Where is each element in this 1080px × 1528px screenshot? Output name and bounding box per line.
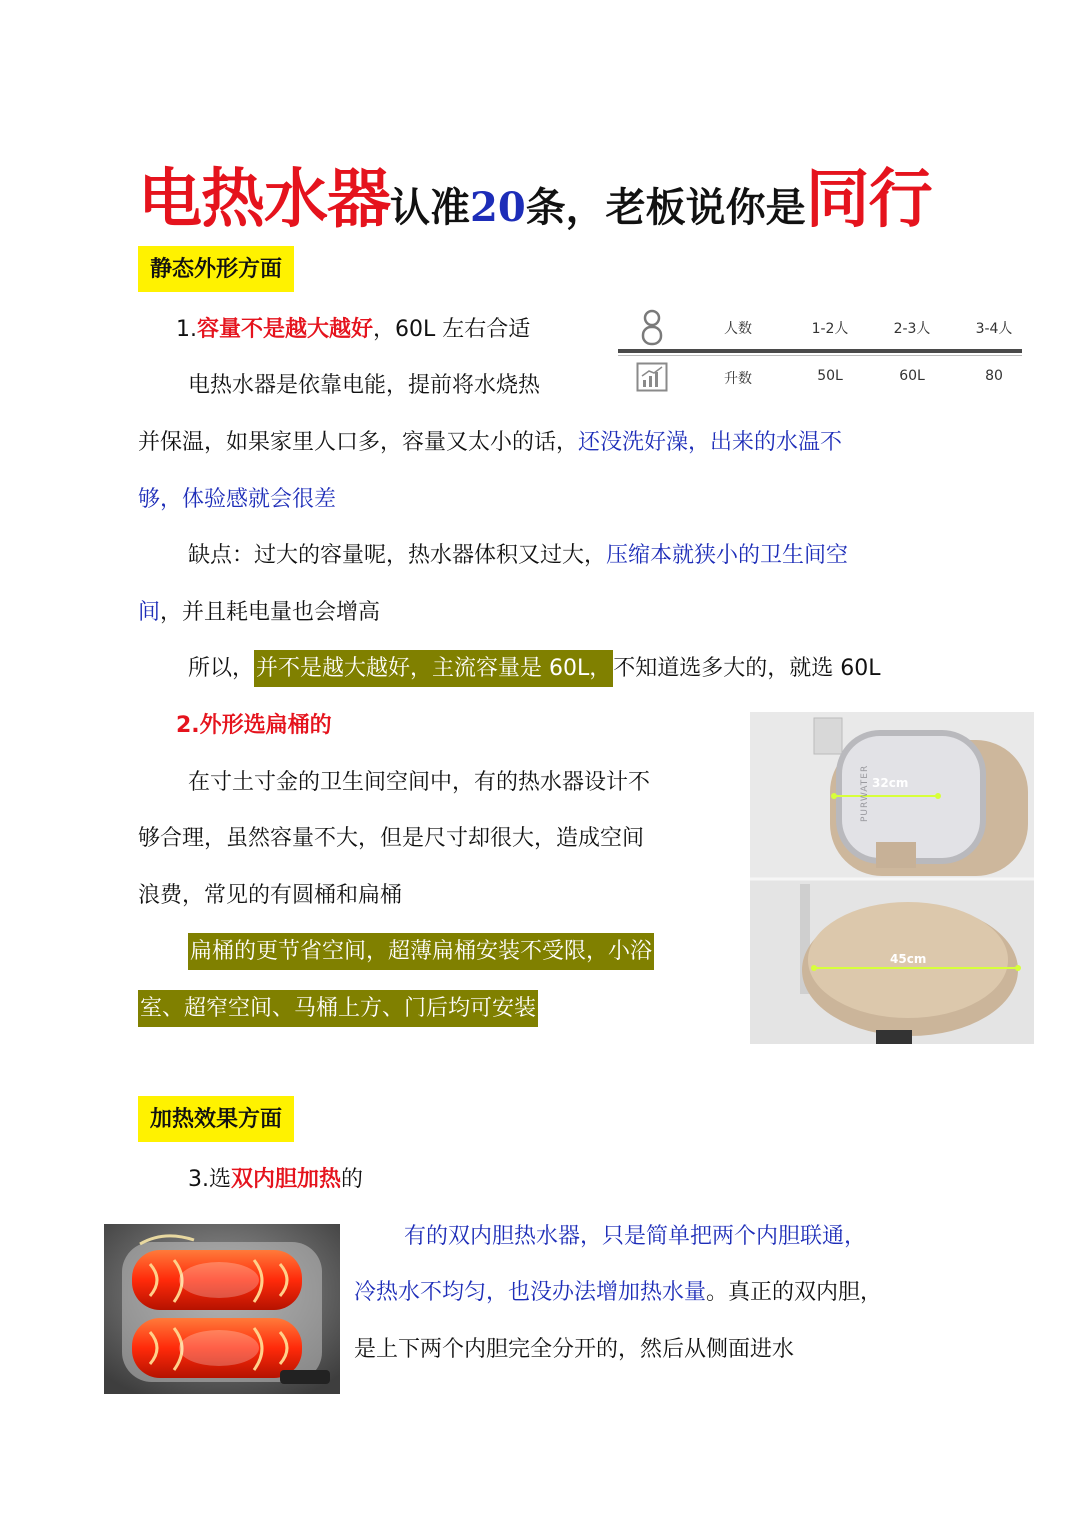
item1-p2-line2-blue: 间 bbox=[138, 600, 161, 625]
capacity-row2-value: 80 bbox=[985, 368, 1003, 384]
item3-line2-black: 。真正的双内胆， bbox=[706, 1280, 883, 1305]
item1-number: 1. bbox=[176, 317, 197, 342]
chart-icon bbox=[636, 362, 668, 392]
dim-label-32cm: 32cm bbox=[872, 776, 909, 790]
item2-line3: 浪费，常见的有圆桶和扁桶 bbox=[138, 883, 403, 908]
capacity-row2-value: 50L bbox=[817, 368, 843, 384]
capacity-row1-value: 3-4人 bbox=[975, 321, 1013, 337]
item2-highlight-line1 bbox=[188, 934, 654, 970]
title-part4: 条，老板说你是 bbox=[525, 184, 806, 231]
table-divider-thin bbox=[618, 355, 1022, 356]
item1-p1-line2-black: 并保温，如果家里人口多，容量又太小的话， bbox=[138, 430, 579, 455]
item2-highlight-line2 bbox=[138, 991, 538, 1027]
item3-heading bbox=[188, 1162, 363, 1198]
dim-label-45cm: 45cm bbox=[890, 952, 927, 966]
title-part2: 认准 bbox=[390, 184, 470, 231]
item2-heading: 2.外形选扁桶的 bbox=[176, 713, 332, 738]
item1-heading bbox=[176, 312, 530, 348]
item1-paragraph2-line1 bbox=[188, 538, 848, 574]
item2-highlight-text1: 扁桶的更节省空间，超薄扁桶安装不受限，小浴 bbox=[188, 933, 654, 970]
table-divider bbox=[618, 349, 1022, 353]
item1-paragraph1-line1: 电热水器是依靠电能，提前将水烧热 bbox=[188, 373, 541, 398]
item1-p3-lead: 所以， bbox=[188, 656, 255, 681]
title-part5: 同行 bbox=[805, 162, 932, 237]
item1-p3-highlight: 并不是越大越好，主流容量是 60L， bbox=[254, 650, 613, 687]
item2-line2: 够合理，虽然容量不大，但是尺寸却很大，造成空间 bbox=[138, 826, 645, 851]
item2-highlight-text2: 室、超窄空间、马桶上方、门后均可安装 bbox=[138, 990, 538, 1027]
water-heater-illustration bbox=[750, 712, 1034, 1044]
person-icon bbox=[638, 308, 666, 346]
item3-line2-blue: 冷热水不均匀，也没办法增加热水量 bbox=[354, 1280, 707, 1305]
item3-line2 bbox=[354, 1275, 882, 1311]
flat-tank-photo bbox=[750, 712, 1034, 1044]
item2-line1: 在寸土寸金的卫生间空间中，有的热水器设计不 bbox=[188, 770, 651, 795]
item3-number: 3.选 bbox=[188, 1167, 231, 1192]
item3-line1: 有的双内胆热水器，只是简单把两个内胆联通， bbox=[404, 1224, 867, 1249]
item1-p2-line2-black: ，并且耗电量也会增高 bbox=[160, 600, 381, 625]
capacity-row1-label: 人数 bbox=[724, 321, 752, 337]
item1-heading-red: 容量不是越大越好 bbox=[197, 317, 374, 342]
capacity-row1-value: 2-3人 bbox=[893, 321, 931, 337]
brand-logo: PURWATER bbox=[860, 764, 870, 822]
capacity-table bbox=[618, 306, 1022, 398]
dual-tank-heating-illustration bbox=[104, 1224, 340, 1394]
capacity-row2-value: 60L bbox=[899, 368, 925, 384]
page-title bbox=[138, 148, 932, 240]
item1-p1-line2-blue: 还没洗好澡，出来的水温不 bbox=[578, 430, 843, 455]
item1-paragraph1-line3: 够，体验感就会很差 bbox=[138, 487, 337, 512]
item1-p2-line1-black: 缺点：过大的容量呢，热水器体积又过大， bbox=[188, 543, 607, 568]
item1-paragraph1-line2 bbox=[138, 425, 842, 461]
capacity-row1-value: 1-2人 bbox=[811, 321, 849, 337]
item1-paragraph3 bbox=[188, 651, 881, 687]
item1-heading-rest: ，60L 左右合适 bbox=[373, 317, 531, 342]
item3-heading-rest: 的 bbox=[341, 1167, 364, 1192]
section-header-static-shape: 静态外形方面 bbox=[138, 246, 294, 292]
item1-p3-tail: 不知道选多大的，就选 60L bbox=[613, 656, 881, 681]
item1-p2-line1-blue: 压缩本就狭小的卫生间空 bbox=[606, 543, 849, 568]
item3-line3: 是上下两个内胆完全分开的，然后从侧面进水 bbox=[354, 1337, 795, 1362]
item3-heading-red: 双内胆加热 bbox=[231, 1167, 342, 1192]
section-header-heating-effect: 加热效果方面 bbox=[138, 1096, 294, 1142]
capacity-row2-label: 升数 bbox=[724, 371, 752, 387]
title-part3: 20 bbox=[470, 184, 526, 231]
item1-paragraph2-line2 bbox=[138, 595, 380, 631]
title-part1: 电热水器 bbox=[138, 162, 390, 237]
dual-tank-photo bbox=[104, 1224, 340, 1394]
